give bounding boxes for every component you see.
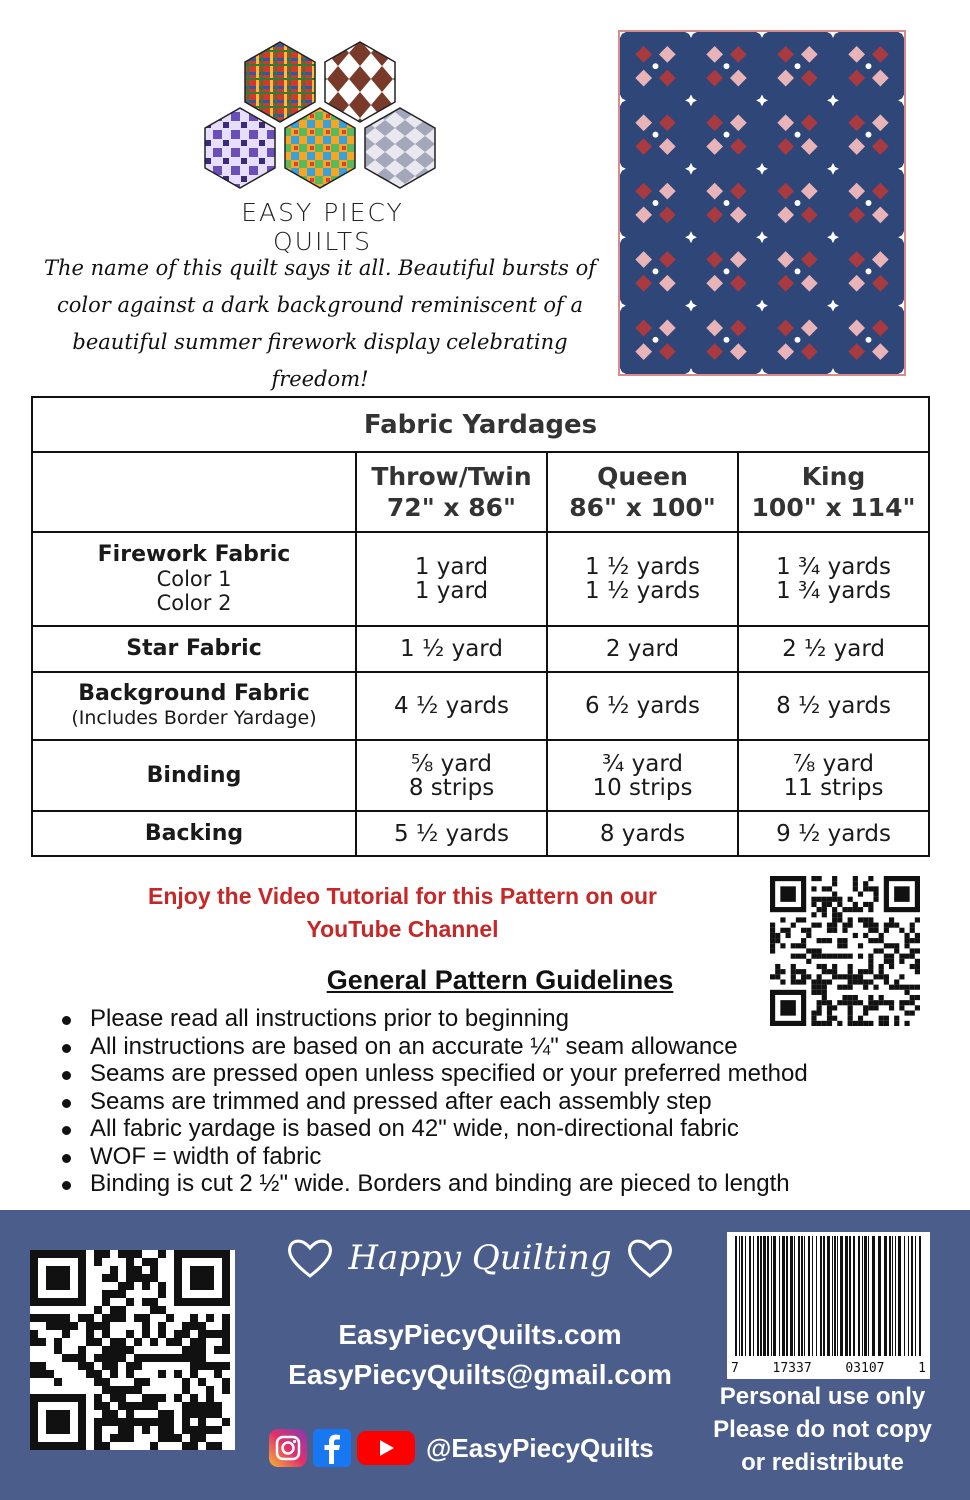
pinwheel-block [777,320,817,360]
size-name: Throw/Twin [371,462,532,491]
cell-line: ⅝ yard [411,750,492,777]
table-row [32,626,929,672]
guidelines-list [60,1005,940,1198]
row-label [32,672,356,740]
star-block [756,30,768,38]
size-name: King [801,462,866,491]
table-title: Fabric Yardages [32,397,929,452]
row-label-text: Firework Fabric [97,542,291,567]
row-label-text: Background Fabric [78,681,310,706]
logo-hexagons [195,40,450,190]
intro-line: color against a dark background reminiscent of a [57,293,583,317]
barcode-digits [727,1361,930,1376]
table-row [32,532,929,626]
cell-line: 1 ¾ yards [776,554,891,580]
barcode-digit-group: 7 [731,1361,739,1376]
video-note-line: YouTube Channel [306,916,499,942]
size-dims: 72" x 86" [386,493,517,522]
youtube-icon[interactable] [356,1428,416,1468]
table-cell: 5 ½ yards [356,811,547,856]
star-block [827,300,839,312]
star-block [898,30,906,38]
list-item: Please read all instructions prior to beginning [60,1005,940,1033]
star-block [827,231,839,243]
table-row [32,811,929,856]
table-cell [738,532,929,626]
star-block [685,94,697,106]
video-note-line: Enjoy the Video Tutorial for this Pattern on our [147,883,657,909]
row-sub-label: (Includes Border Yardage) [71,707,317,729]
size-header [738,452,929,532]
table-cell [356,740,547,811]
list-item: Seams are pressed open unless specified or your preferred method [60,1060,940,1088]
star-block [685,163,697,175]
list-item: WOF = width of fabric [60,1143,940,1171]
notice-line: Personal use only [719,1383,926,1410]
table-cell: 8 ½ yards [738,672,929,740]
quilt-image [618,30,906,376]
row-label: Star Fabric [32,626,356,672]
barcode-digit-group: 17337 [772,1361,812,1376]
cell-line: 11 strips [783,774,884,801]
table-cell: 1 ½ yard [356,626,547,672]
star-block [618,30,626,38]
pinwheel-block [635,183,675,223]
star-block [898,231,906,243]
size-dims: 100" x 114" [751,493,916,522]
pinwheel-block [848,320,888,360]
social-handle[interactable]: @EasyPiecyQuilts [426,1432,654,1463]
list-item: All instructions are based on an accurate ¼" seam allowance [60,1033,940,1061]
star-block [756,94,768,106]
pinwheel-block [777,46,817,86]
cell-line: 1 ¾ yards [776,578,891,604]
star-block [618,300,626,312]
star-block [618,94,626,106]
pinwheel-block [706,114,746,154]
video-tutorial-note [100,880,705,946]
pinwheel-block [848,251,888,291]
pinwheel-block [848,183,888,223]
table-row [32,672,929,740]
star-block [618,231,626,243]
star-block [618,368,626,376]
list-item: Binding is cut 2 ½" wide. Borders and binding are pieced to length [60,1170,940,1198]
pinwheel-block [706,46,746,86]
star-block [898,300,906,312]
star-block [685,300,697,312]
happy-quilting [280,1228,680,1288]
cell-line: 10 strips [592,774,693,801]
star-block [827,30,839,38]
intro-line: The name of this quilt says it all. Beautiful bursts of [43,256,597,280]
social-links [268,1425,654,1471]
table-cell: 9 ½ yards [738,811,929,856]
cell-line: 1 ½ yards [585,578,700,604]
pinwheel-block [635,114,675,154]
pinwheel-block [777,114,817,154]
contact-info [260,1315,700,1395]
star-block [756,163,768,175]
intro-line: beautiful summer firework display celebrating freedom! [72,330,568,391]
star-block [827,94,839,106]
cell-line: ⅞ yard [793,750,874,777]
barcode-digit-group: 1 [918,1361,926,1376]
pinwheel-block [706,320,746,360]
cell-line: ¾ yard [602,750,683,777]
table-cell: 6 ½ yards [547,672,738,740]
notice-line: Please do not copy [713,1416,932,1443]
list-item: Seams are trimmed and pressed after each assembly step [60,1088,940,1116]
usage-notice [700,1380,945,1479]
table-cell [547,532,738,626]
guidelines-title: General Pattern Guidelines [326,965,674,995]
star-block [898,94,906,106]
grey-hexagon [365,108,435,188]
table-cell [738,740,929,811]
intro-text [40,250,600,398]
harlequin-hexagon [325,42,395,122]
barcode-digit-group: 03107 [845,1361,885,1376]
barcode [727,1232,930,1379]
star-block [756,231,768,243]
fabric-yardage-table [31,396,930,857]
purple-hexagon [205,108,275,188]
star-block [898,163,906,175]
pinwheel-block [848,114,888,154]
pinwheel-block [635,46,675,86]
cell-line: 1 yard [414,554,489,580]
star-block [685,231,697,243]
star-block [756,300,768,312]
size-header [356,452,547,532]
barcode-icon [727,1232,930,1360]
row-sub-label: Color 1 [156,567,232,591]
cell-line: 1 ½ yards [585,554,700,580]
happy-quilting-text: Happy Quilting [348,1238,612,1278]
table-cell [356,532,547,626]
website-link[interactable]: EasyPiecyQuilts.com [338,1319,622,1350]
star-block [618,163,626,175]
row-label: Backing [32,811,356,856]
qr-code-icon[interactable] [30,1250,235,1450]
star-block [827,163,839,175]
pinwheel-block [635,320,675,360]
heart-icon [286,1236,334,1280]
facebook-icon[interactable] [312,1428,352,1468]
list-item: All fabric yardage is based on 42" wide, non-directional fabric [60,1115,940,1143]
star-block [685,30,697,38]
size-header [547,452,738,532]
table-cell: 8 yards [547,811,738,856]
table-cell: 4 ½ yards [356,672,547,740]
notice-line: or redistribute [741,1449,904,1476]
pinwheel-block [706,183,746,223]
empty-header-cell [32,452,356,532]
size-name: Queen [597,462,688,491]
qr-code-icon[interactable] [770,876,920,1026]
multicolor-hexagon [285,108,355,188]
star-block [827,368,839,376]
star-block [898,368,906,376]
table-cell [547,740,738,811]
table-cell: 2 yard [547,626,738,672]
instagram-icon[interactable] [268,1428,308,1468]
pinwheel-block [848,46,888,86]
pinwheel-block [635,251,675,291]
star-block [756,368,768,376]
pinwheel-block [777,251,817,291]
pinwheel-block [777,183,817,223]
plaid-hexagon [245,42,315,122]
row-label [32,532,356,626]
table-cell: 2 ½ yard [738,626,929,672]
table-row [32,740,929,811]
cell-line: 8 strips [408,774,495,801]
email-link[interactable]: EasyPiecyQuilts@gmail.com [288,1359,672,1390]
heart-icon [626,1236,674,1280]
size-dims: 86" x 100" [569,493,716,522]
star-block [685,368,697,376]
row-label: Binding [32,740,356,811]
pinwheel-block [706,251,746,291]
row-sub-label: Color 2 [156,591,232,615]
brand-name: EASY PIECY QUILTS [241,198,404,256]
cell-line: 1 yard [414,578,489,604]
